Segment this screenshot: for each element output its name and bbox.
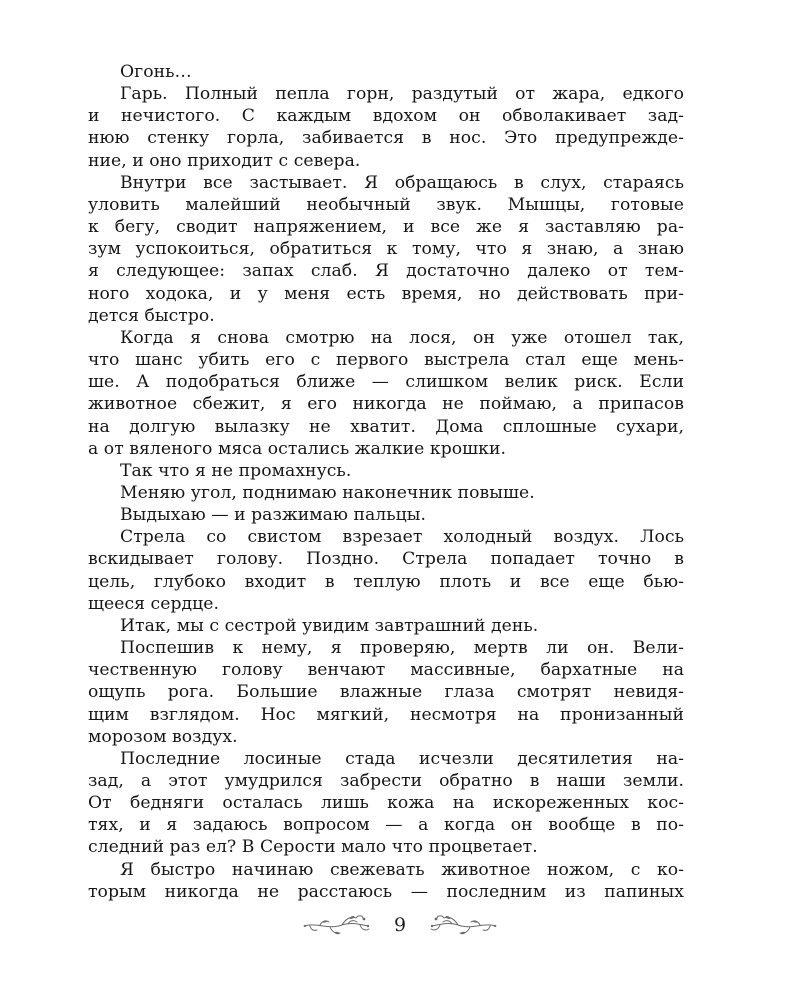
text-line: к бегу, сводит напряжением, и все же я заставляю ра- — [88, 217, 684, 238]
text-line: ние, и оно приходит с севера. — [88, 150, 361, 171]
paragraph — [88, 172, 684, 327]
text-line: От бедняги осталась лишь кожа на искореженных кос- — [88, 793, 684, 814]
page-footer — [0, 905, 800, 945]
text-line: на долгую вылазку не хватит. Дома сплошные сухари, — [88, 416, 684, 437]
paragraph — [88, 526, 684, 615]
text-line: что шанс убить его с первого выстрела стал еще мень- — [88, 350, 684, 371]
text-line: чественную голову венчают массивные, бархатные на — [88, 660, 684, 681]
text-line: ного ходока, и у меня есть время, но действовать при- — [88, 283, 684, 304]
text-line: дется быстро. — [88, 305, 215, 326]
text-line: зум успокоиться, обратиться к тому, что я знаю, а знаю — [88, 239, 684, 260]
text-line: цель, глубоко входит в теплую плоть и все еще бью- — [88, 571, 684, 592]
text-line: щееся сердце. — [88, 593, 219, 614]
text-line: животное сбежит, я его никогда не поймаю, а припасов — [88, 394, 684, 415]
text-line: ше. А подобраться ближе — слишком велик риск. Если — [88, 372, 684, 393]
page-number: 9 — [393, 914, 407, 936]
text-line: торым никогда не расстаюсь — последним из папиных — [88, 881, 684, 902]
floral-flourish-icon — [302, 912, 372, 938]
text-line: щим взглядом. Нос мягкий, несмотря на пронизанный — [88, 704, 684, 725]
text-line: нюю стенку горла, забивается в нос. Это предупрежде- — [88, 128, 684, 149]
text-line: Меняю угол, поднимаю наконечник повыше. — [120, 482, 535, 503]
paragraph — [88, 859, 684, 903]
text-line: следний раз ел? В Сероcти мало что процветает. — [88, 837, 538, 858]
text-line: Огонь… — [120, 62, 192, 82]
text-line: Когда я снова смотрю на лося, он уже отошел так, — [120, 327, 684, 348]
text-line: Так что я не промахнусь. — [120, 460, 352, 481]
text-line: и нечистого. С каждым вдохом он обволакивает зад- — [88, 106, 684, 127]
text-line: Я быстро начинаю свежевать животное ножом, с ко- — [120, 859, 684, 880]
floral-flourish-icon — [428, 912, 498, 938]
text-line: ощупь рога. Большие влажные глаза смотрят невидя- — [88, 682, 684, 703]
text-line: уловить малейший необычный звук. Мышцы, готовые — [88, 194, 684, 215]
paragraph — [88, 460, 684, 482]
text-line: Последние лосиные стада исчезли десятилетия на- — [120, 748, 684, 769]
paragraph — [88, 327, 684, 460]
paragraph — [88, 482, 684, 504]
body-text — [88, 61, 684, 903]
text-line: Гарь. Полный пепла горн, раздутый от жара, едкого — [120, 84, 684, 105]
text-line: я следующее: запах слаб. Я достаточно далеко от тем- — [88, 261, 684, 282]
text-line: Внутри все застывает. Я обращаюсь в слух, стараясь — [120, 172, 684, 193]
text-line: Выдыхаю — и разжимаю пальцы. — [120, 505, 427, 526]
text-line: Поспешив к нему, я проверяю, мертв ли он. Вели- — [120, 638, 684, 659]
paragraph — [88, 504, 684, 526]
text-line: зад, а этот умудрился забрести обратно в наши земли. — [88, 771, 684, 791]
text-line: тях, и я задаюсь вопросом — а когда он вообще в по- — [88, 815, 684, 836]
text-line: а от вяленого мяса остались жалкие крошки. — [88, 438, 506, 459]
paragraph — [88, 83, 684, 172]
paragraph — [88, 637, 684, 748]
text-line: вскидывает голову. Поздно. Стрела попадает точно в — [88, 549, 684, 570]
text-line: Стрела со свистом взрезает холодный воздух. Лось — [120, 527, 684, 548]
paragraph — [88, 61, 684, 83]
text-line: Итак, мы с сестрой увидим завтрашний день. — [120, 615, 539, 636]
paragraph — [88, 615, 684, 637]
paragraph — [88, 748, 684, 859]
text-line: морозом воздух. — [88, 726, 238, 747]
